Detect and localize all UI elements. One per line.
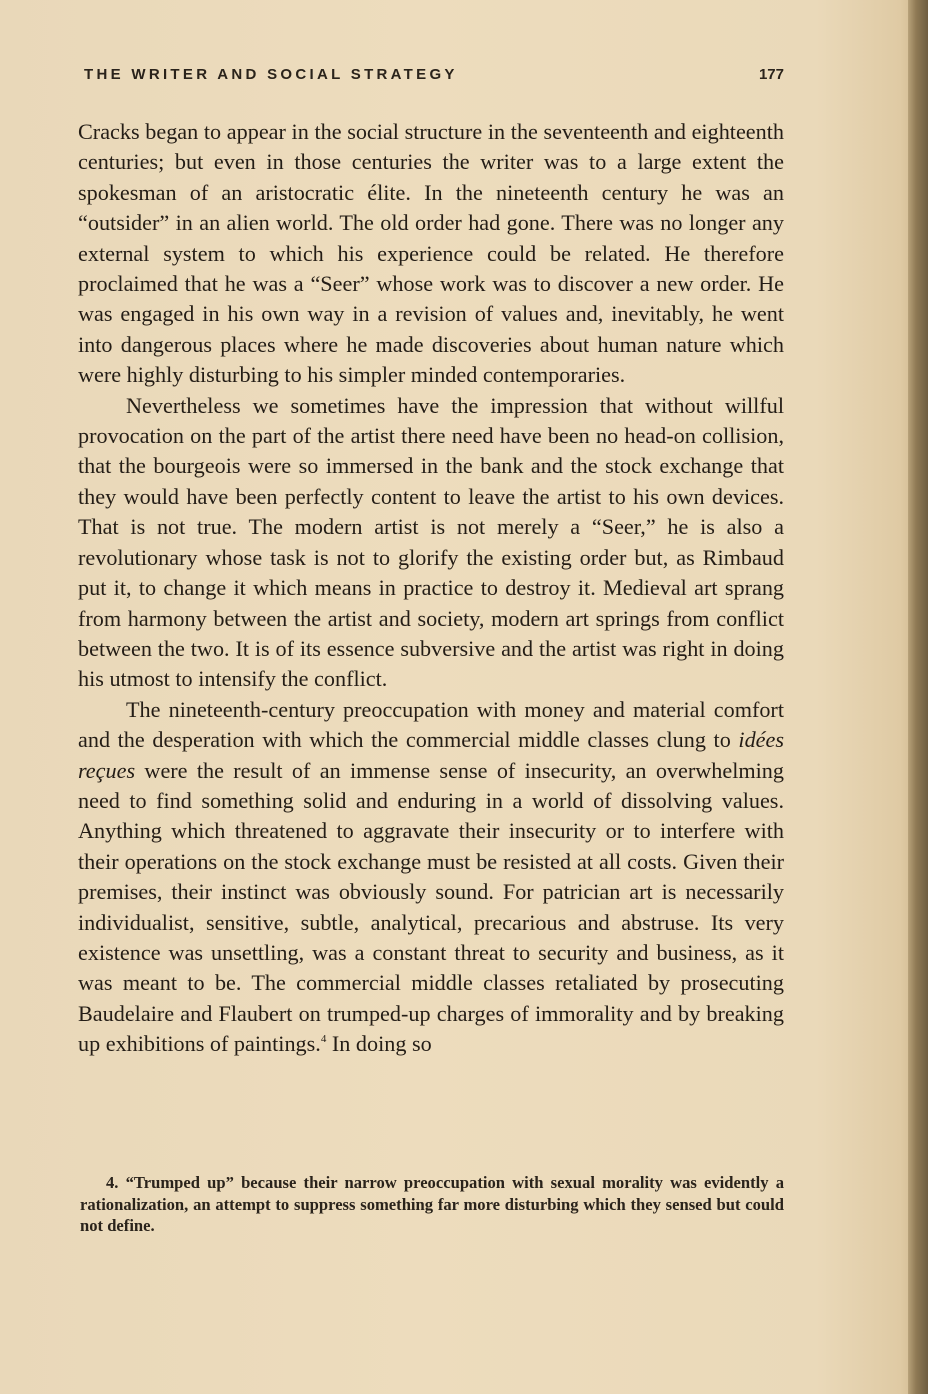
paragraph-3 (78, 695, 784, 1060)
paragraph-3-text-b: were the result of an immense sense of insecurity, an overwhelming need to find something solid and enduring in a world of dissolving values. Anything which threatened to aggravate their insecurity or to interfere with their operations on the stock exchange must be resisted at all costs. Given their premises, their instinct was obviously sound. For patrician art is necessarily individualist, sensitive, subtle, analytical, precarious and abstruse. Its very existence was unsettling, was a constant threat to security and business, as it was meant to be. The commercial middle classes retaliated by prosecuting Baudelaire and Flaubert on trumped-up charges of immorality and by breaking up exhibitions of paintings. (78, 757, 784, 1057)
paragraph-3-italic-phrase: idées reçues (78, 727, 784, 783)
paragraph-3-text-a: The nineteenth-century preoccupation with money and material comfort and the desperation with which the commercial middle classes clung to (78, 696, 784, 753)
book-spine-shadow (908, 0, 928, 1394)
page-header (84, 66, 784, 94)
footnote: 4. “Trumped up” because their narrow preoccupation with sexual morality was evidently a rationalization, an attempt to suppress something far more disturbing which they sensed but could not define. (80, 1173, 784, 1235)
paragraph-3-text-c: In doing so (326, 1031, 432, 1057)
body-text (78, 117, 784, 1060)
page-number: 177 (758, 66, 784, 83)
paragraph-1: Cracks began to appear in the social structure in the seventeenth and eighteenth centuries; but even in those centuries the writer was to a large extent the spokesman of an aristocratic élite. In the nineteenth century he was an “outsider” in an alien world. The old order had gone. There was no longer any external system to which his experience could be related. He therefore proclaimed that he was a “Seer” whose work was to discover a new order. He was engaged in his own way in a revision of values and, inevitably, he went into dangerous places where he made discoveries about human nature which were highly disturbing to his simpler minded contemporaries. (78, 119, 784, 388)
footnote-reference[interactable]: 4 (320, 1033, 327, 1046)
paragraph-2: Nevertheless we sometimes have the impression that without willful provocation on the part of the artist there need have been no head-on collision, that the bourgeois were so immersed in the bank and the stock exchange that they would have been perfectly content to leave the artist to his own devices. That is not true. The modern artist is not merely a “Seer,” he is also a revolutionary whose task is not to glorify the existing order but, as Rimbaud put it, to change it which means in practice to destroy it. Medieval art sprang from harmony between the artist and society, modern art springs from conflict between the two. It is of its essence subversive and the artist was right in doing his utmost to intensify the conflict. (78, 392, 784, 692)
running-head: THE WRITER AND SOCIAL STRATEGY (84, 66, 458, 83)
